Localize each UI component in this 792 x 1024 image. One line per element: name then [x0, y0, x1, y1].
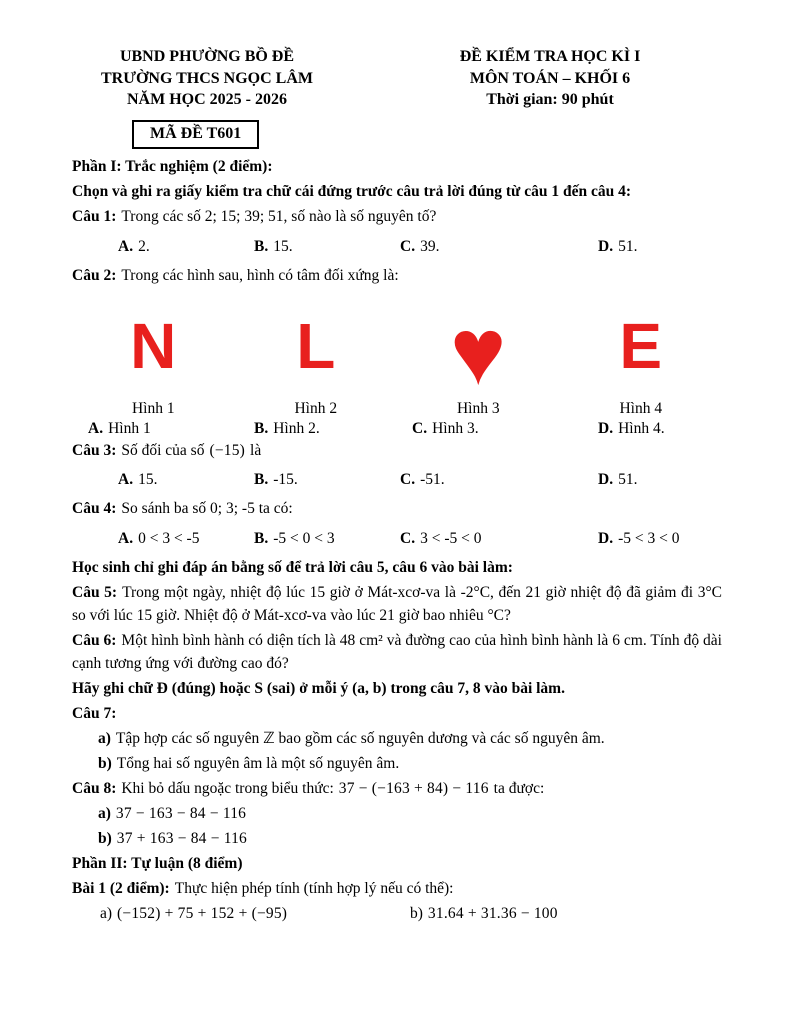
option-text: -51.	[420, 471, 445, 489]
question-8b-expression: 37 + 163 − 84 − 116	[116, 829, 247, 847]
option-d	[598, 420, 722, 438]
question-4-text: So sánh ba số 0; 3; -5 ta có:	[121, 500, 293, 518]
option-letter: B.	[254, 530, 269, 548]
exercise-1b	[410, 905, 722, 923]
option-c	[400, 530, 598, 548]
question-2-label: Câu 2:	[72, 266, 117, 284]
exercise-1a-label: a)	[100, 904, 113, 922]
exam-code-row	[132, 120, 722, 149]
question-6-label: Câu 6:	[72, 632, 117, 650]
option-d	[598, 530, 722, 548]
option-a	[118, 238, 254, 256]
question-6	[72, 630, 722, 676]
part1-instruction: Chọn và ghi ra giấy kiểm tra chữ cái đứng trước câu trả lời đúng từ câu 1 đến câu 4:	[72, 182, 631, 200]
question-3-options	[118, 471, 722, 489]
exercise-1a	[100, 905, 410, 923]
exam-code-box: MÃ ĐỀ T601	[132, 120, 259, 149]
figure-4-caption: Hình 4	[619, 399, 663, 417]
question-3-text-before: Số đối của số	[121, 441, 205, 459]
option-text: Hình 3.	[432, 419, 479, 437]
option-text: 15.	[273, 237, 293, 255]
figure-2-caption: Hình 2	[294, 399, 338, 417]
option-d	[598, 238, 722, 256]
question-4-options	[118, 530, 722, 548]
question-8-text-before: Khi bỏ dấu ngoặc trong biểu thức:	[121, 779, 334, 797]
question-7a-label: a)	[98, 729, 111, 747]
figure-3-caption: Hình 3	[456, 399, 500, 417]
subject-line: MÔN TOÁN – KHỐI 6	[469, 69, 631, 87]
option-letter: C.	[400, 471, 416, 489]
option-a	[118, 530, 254, 548]
option-d	[598, 471, 722, 489]
exercise-1-text: Thực hiện phép tính (tính hợp lý nếu có thể):	[174, 879, 454, 897]
question-2-text: Trong các hình sau, hình có tâm đối xứng là:	[121, 266, 399, 284]
option-a	[118, 471, 254, 489]
note-questions-7-8: Hãy ghi chữ Đ (đúng) hoặc S (sai) ở mỗi ý (a, b) trong câu 7, 8 vào bài làm.	[72, 680, 565, 698]
option-text: 2.	[138, 237, 150, 255]
option-text: Hình 4.	[618, 419, 665, 437]
exercise-1-items	[100, 905, 722, 923]
option-text: Hình 1	[108, 419, 151, 437]
question-7-label: Câu 7:	[72, 705, 117, 723]
figure-1-caption: Hình 1	[131, 399, 175, 417]
question-1-options	[118, 238, 722, 256]
document-header	[72, 46, 722, 111]
option-text: 15.	[138, 471, 158, 489]
question-5-label: Câu 5:	[72, 584, 118, 602]
question-1-label: Câu 1:	[72, 207, 117, 225]
header-right-block	[400, 46, 700, 111]
issuer-line: UBND PHƯỜNG BỒ ĐỀ	[119, 48, 295, 65]
exercise-1b-expression: 31.64 + 31.36 − 100	[427, 904, 558, 922]
question-1	[72, 206, 722, 229]
option-letter: B.	[254, 237, 269, 255]
question-8b	[98, 828, 722, 851]
question-7b-label: b)	[98, 754, 112, 772]
figure-1	[72, 309, 235, 382]
option-letter: C.	[412, 419, 428, 437]
option-b	[254, 420, 412, 438]
question-4-label: Câu 4:	[72, 500, 117, 518]
question-2-options	[88, 420, 722, 438]
question-8-expression: 37 − (−163 + 84) − 116	[338, 779, 489, 797]
option-letter: A.	[118, 530, 134, 548]
option-letter: D.	[598, 530, 614, 548]
option-b	[254, 471, 400, 489]
option-letter: B.	[254, 471, 269, 489]
option-text: Hình 2.	[273, 419, 320, 437]
option-a	[88, 420, 254, 438]
option-letter: D.	[598, 419, 614, 437]
question-2-figures	[72, 298, 722, 405]
question-3-text-after: là	[250, 441, 262, 459]
question-7a	[98, 728, 722, 751]
question-2-figure-captions	[72, 400, 722, 418]
question-8a-expression: 37 − 163 − 84 − 116	[115, 804, 247, 822]
question-3	[72, 440, 722, 463]
option-text: 39.	[420, 237, 440, 255]
question-1-text: Trong các số 2; 15; 39; 51, số nào là số nguyên tố?	[121, 207, 437, 225]
exercise-1b-label: b)	[410, 904, 423, 922]
exercise-1-label: Bài 1 (2 điểm):	[72, 879, 170, 897]
option-text: -5 < 0 < 3	[273, 530, 335, 548]
exercise-1	[72, 878, 722, 901]
option-text: 0 < 3 < -5	[138, 530, 200, 548]
note-questions-5-6: Học sinh chỉ ghi đáp án bằng số để trả lời câu 5, câu 6 vào bài làm:	[72, 559, 513, 577]
option-letter: D.	[598, 471, 614, 489]
duration-line: Thời gian: 90 phút	[486, 91, 614, 109]
heart-icon: ♥	[450, 298, 507, 405]
figure-4	[560, 309, 723, 382]
option-letter: D.	[598, 237, 614, 255]
option-text: 3 < -5 < 0	[420, 530, 482, 548]
option-text: 51.	[618, 471, 638, 489]
question-4	[72, 498, 722, 521]
option-c	[412, 420, 598, 438]
option-letter: A.	[88, 419, 104, 437]
option-letter: C.	[400, 237, 416, 255]
question-8-text-after: ta được:	[493, 779, 545, 797]
question-3-expression: (−15)	[209, 441, 246, 459]
option-letter: C.	[400, 530, 416, 548]
option-text: -5 < 3 < 0	[618, 530, 680, 548]
option-text: 51.	[618, 237, 638, 255]
question-8-label: Câu 8:	[72, 779, 117, 797]
school-line: TRƯỜNG THCS NGỌC LÂM	[100, 69, 313, 87]
question-3-label: Câu 3:	[72, 441, 117, 459]
letter-e-figure: E	[619, 309, 663, 382]
part2-title: Phần II: Tự luận (8 điểm)	[72, 854, 243, 872]
question-8a-label: a)	[98, 804, 111, 822]
question-8	[72, 778, 722, 801]
question-5	[72, 582, 722, 628]
question-6-text: Một hình bình hành có diện tích là 48 cm² và đường cao của hình bình hành là 6 cm. Tính độ dài cạnh tương ứng với đường cao đó?	[72, 632, 722, 673]
exercise-1a-expression: (−152) + 75 + 152 + (−95)	[117, 904, 288, 922]
letter-n-figure: N	[130, 309, 177, 382]
option-b	[254, 530, 400, 548]
option-text: -15.	[273, 471, 298, 489]
header-left-block	[72, 46, 342, 111]
option-c	[400, 238, 598, 256]
option-letter: A.	[118, 471, 134, 489]
part1-title: Phần I: Trắc nghiệm (2 điểm):	[72, 157, 273, 175]
question-2	[72, 265, 722, 288]
question-7a-text: Tập hợp các số nguyên ℤ bao gồm các số nguyên dương và các số nguyên âm.	[115, 729, 605, 747]
option-letter: A.	[118, 237, 134, 255]
question-7b	[98, 753, 722, 776]
figure-3	[397, 298, 560, 405]
option-b	[254, 238, 400, 256]
exam-title-line: ĐỀ KIỂM TRA HỌC KÌ I	[459, 48, 641, 65]
option-c	[400, 471, 598, 489]
question-7b-text: Tổng hai số nguyên âm là một số nguyên âm.	[116, 754, 400, 772]
option-letter: B.	[254, 419, 269, 437]
question-5-text: Trong một ngày, nhiệt độ lúc 15 giờ ở Mát-xcơ-va là -2°C, đến 21 giờ nhiệt độ đã giảm đi 3°C so với lúc 15 giờ. Nhiệt độ ở Mát-xcơ-va vào lúc 21 giờ bao nhiêu °C?	[72, 584, 722, 625]
school-year-line: NĂM HỌC 2025 - 2026	[127, 91, 287, 109]
letter-l-figure: L	[296, 309, 336, 382]
question-8a	[98, 803, 722, 826]
figure-2	[235, 309, 398, 382]
question-8b-label: b)	[98, 829, 112, 847]
